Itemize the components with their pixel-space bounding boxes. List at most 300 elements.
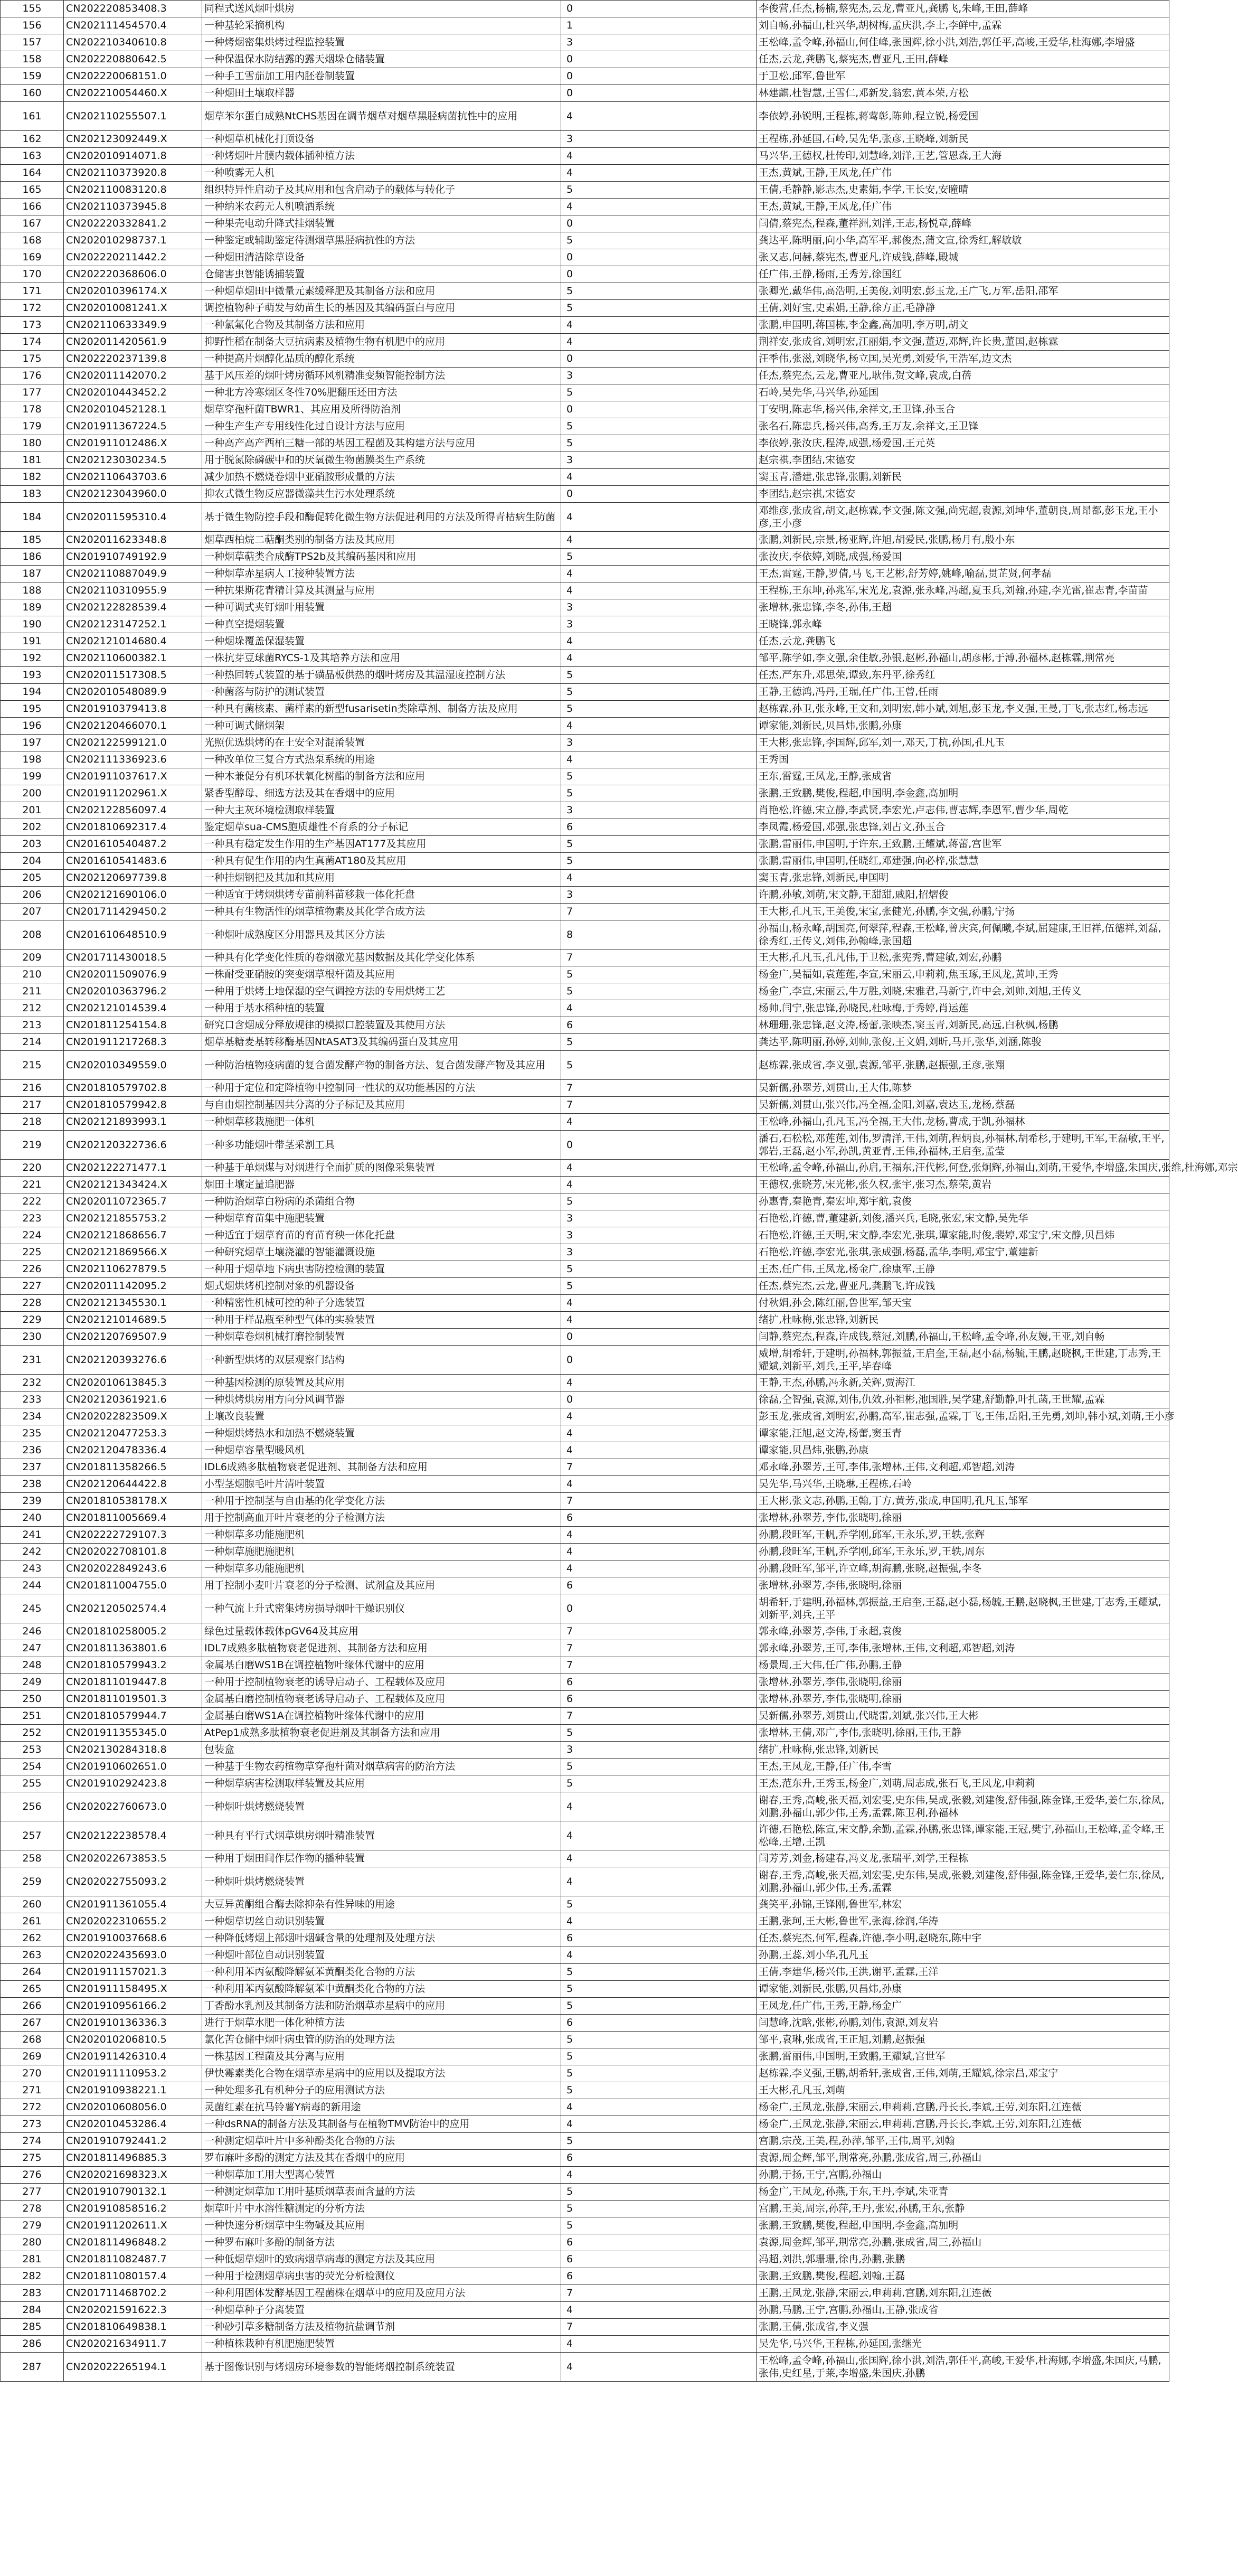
row-number: 275: [1, 2150, 64, 2167]
row-number: 220: [1, 1160, 64, 1177]
patent-number: CN201711468702.2: [64, 2285, 202, 2302]
row-number: 245: [1, 1594, 64, 1623]
patent-number: CN201910956166.2: [64, 1998, 202, 2015]
count-value: 7: [561, 949, 757, 966]
patent-number: CN202010443452.2: [64, 384, 202, 401]
count-value: 0: [561, 266, 757, 283]
inventor-list: 王大彬,孔凡玉,孔凡伟,于卫松,张宪秀,曹建敏,刘宏,孙鹏: [757, 949, 1169, 966]
count-value: 5: [561, 836, 757, 853]
count-value: 7: [561, 1097, 757, 1114]
table-row: [1, 1594, 1169, 1623]
patent-number: CN202010396174.X: [64, 283, 202, 300]
inventor-list: 闫倩,蔡宪杰,程森,董祥洲,刘洋,王志,杨悦章,薛峰: [757, 215, 1169, 232]
inventor-list: 吴先华,马兴华,王程栋,孙延国,张继光: [757, 2336, 1169, 2353]
inventor-list: 杨景周,王大伟,任广伟,孙鹏,王静: [757, 1657, 1169, 1674]
patent-title: 烟草叶片中水溶性糖测定的分析方法: [202, 2201, 561, 2217]
table-row: [1, 566, 1169, 582]
inventor-list: 孙鹏,段旺军,王帆,乔学刚,邱军,王永乐,罗,王轶,张辉: [757, 1527, 1169, 1544]
table-row: [1, 1097, 1169, 1114]
table-row: [1, 368, 1169, 384]
patent-title: 一种用于烟草地下病虫害防控检测的装置: [202, 1261, 561, 1278]
count-value: 8: [561, 920, 757, 949]
inventor-list: 肖艳松,许德,宋立静,李武贤,李宏光,卢志伟,曹志辉,李恩军,曹少华,周乾: [757, 802, 1169, 819]
patent-number: CN202210054460.X: [64, 85, 202, 102]
table-row: [1, 1227, 1169, 1244]
inventor-list: 邓维彦,张成省,胡文,赵栋霖,李文强,陈文强,尚宪超,袁源,刘坤华,董朝良,周昂都,彭玉龙,王小彦,王小彦: [757, 503, 1169, 532]
count-value: 3: [561, 1210, 757, 1227]
row-number: 249: [1, 1674, 64, 1691]
count-value: 0: [561, 249, 757, 266]
table-row: [1, 1850, 1169, 1867]
inventor-list: 王鹏,王凤龙,张静,宋丽云,申莉莉,宫鹏,刘东阳,江连薇: [757, 2285, 1169, 2302]
patent-number: CN202120393276.6: [64, 1346, 202, 1375]
patent-number: CN202222729107.3: [64, 1527, 202, 1544]
patent-title: 烟式烟烘烤机控制对象的机器设备: [202, 1278, 561, 1295]
row-number: 172: [1, 300, 64, 317]
count-value: 4: [561, 1295, 757, 1312]
count-value: 6: [561, 1674, 757, 1691]
row-number: 231: [1, 1346, 64, 1375]
patent-number: CN202011517308.5: [64, 667, 202, 684]
table-row: [1, 1375, 1169, 1392]
inventor-list: 王德权,张晓芳,宋光彬,张久权,张宇,张习杰,蔡荣,黄岩: [757, 1177, 1169, 1193]
patent-number: CN202022435693.0: [64, 1947, 202, 1964]
patent-title: 研究口含烟成分释放规律的模拟口腔装置及其使用方法: [202, 1017, 561, 1034]
table-row: [1, 1674, 1169, 1691]
patent-title: 一种具有平行式烟草烘房烟叶精准装置: [202, 1821, 561, 1850]
patent-number: CN202121014689.5: [64, 1312, 202, 1329]
table-row: [1, 1312, 1169, 1329]
inventor-list: 邓永峰,孙翠芳,王可,李伟,张增林,王伟,文利超,邓智超,刘涛: [757, 1459, 1169, 1476]
patent-title: 一种具有生物活性的烟草植物素及其化学合成方法: [202, 904, 561, 920]
count-value: 5: [561, 1998, 757, 2015]
inventor-list: 王静,王德鸿,冯丹,王瑞,任广伟,王曾,任雨: [757, 684, 1169, 701]
patent-title: 一种烟草容量型暖风机: [202, 1442, 561, 1459]
patent-title: 一种用于控制植物衰老的诱导启动子、工程载体及应用: [202, 1674, 561, 1691]
patent-number: CN202022849243.6: [64, 1560, 202, 1577]
row-number: 213: [1, 1017, 64, 1034]
patent-number: CN202110627879.5: [64, 1261, 202, 1278]
patent-title: 紧香型醇母、细选方法及其在香烟中的应用: [202, 785, 561, 802]
patent-number: CN201811254154.8: [64, 1017, 202, 1034]
row-number: 281: [1, 2251, 64, 2268]
count-value: 4: [561, 1160, 757, 1177]
count-value: 5: [561, 1725, 757, 1742]
patent-number: CN202010914071.8: [64, 148, 202, 165]
inventor-list: 张卿光,戴华伟,高浩明,王美俊,刘明宏,彭玉龙,王广飞,万军,岳阳,邵军: [757, 283, 1169, 300]
row-number: 203: [1, 836, 64, 853]
patent-number: CN202120466070.1: [64, 718, 202, 735]
patent-number: CN202022708101.8: [64, 1544, 202, 1560]
table-row: [1, 549, 1169, 566]
patent-title: 绿色过量载体载体pGV64及其应用: [202, 1623, 561, 1640]
inventor-list: 孙鹏,王蕊,刘小华,孔凡玉: [757, 1947, 1169, 1964]
inventor-list: 吴新儒,孙翠芳,刘贯山,代晓雷,刘斌,张兴伟,王大彬: [757, 1708, 1169, 1725]
table-row: [1, 2116, 1169, 2133]
patent-title: 一种用于基水稻种植的装置: [202, 1000, 561, 1017]
inventor-list: 孙鹏,段旺军,邹平,许立峰,胡海鹏,张晓,赵振强,李冬: [757, 1560, 1169, 1577]
count-value: 4: [561, 148, 757, 165]
row-number: 256: [1, 1792, 64, 1821]
count-value: 4: [561, 334, 757, 351]
patent-title: 一种用于烘烤土地保湿的空气调控方法的专用烘烤工艺: [202, 983, 561, 1000]
count-value: 4: [561, 102, 757, 131]
patent-number: CN202021591622.3: [64, 2302, 202, 2319]
patent-number: CN202010613845.3: [64, 1375, 202, 1392]
patent-number: CN202022823509.X: [64, 1408, 202, 1425]
patent-number: CN202010349559.0: [64, 1051, 202, 1080]
count-value: 4: [561, 532, 757, 549]
count-value: 5: [561, 1964, 757, 1981]
row-number: 193: [1, 667, 64, 684]
inventor-list: 孙福山,杨永峰,胡国亮,何翠萍,程森,王松峰,曾庆宾,何佩曦,李斌,屈建康,王旧祥,伍德祥,刘磊,徐秀红,王传义,刘伟,孙翰峰,张国超: [757, 920, 1169, 949]
count-value: 3: [561, 452, 757, 469]
patent-title: 一种用于检测烟草病虫害的荧光分析检测仪: [202, 2268, 561, 2285]
inventor-list: 张又志,问赫,蔡宪杰,曹亚凡,许成钱,薛峰,殿城: [757, 249, 1169, 266]
table-row: [1, 2184, 1169, 2201]
table-row: [1, 1193, 1169, 1210]
count-value: 0: [561, 68, 757, 85]
patent-title: 一种可调式夹钉烟叶用装置: [202, 599, 561, 616]
patent-title: 一种多功能烟叶带茎采割工具: [202, 1131, 561, 1160]
patent-number: CN201810579702.8: [64, 1080, 202, 1097]
row-number: 243: [1, 1560, 64, 1577]
inventor-list: 王杰,王凤龙,王静,任广伟,李雪: [757, 1759, 1169, 1775]
inventor-list: 张鹏,雷丽伟,申国明,王致鹏,王耀斌,宫世军: [757, 2048, 1169, 2065]
inventor-list: 王鹏,张珂,王大彬,鲁世军,张海,徐润,华涛: [757, 1913, 1169, 1930]
inventor-list: 于卫松,邱军,鲁世军: [757, 68, 1169, 85]
row-number: 238: [1, 1476, 64, 1493]
row-number: 278: [1, 2201, 64, 2217]
patent-title: 一种烟草病害检测取样装置及其应用: [202, 1775, 561, 1792]
row-number: 210: [1, 966, 64, 983]
patent-title: 基于图像识别与烤烟房环境参数的智能烤烟控制系统装置: [202, 2353, 561, 2382]
row-number: 266: [1, 1998, 64, 2015]
count-value: 5: [561, 983, 757, 1000]
count-value: 3: [561, 34, 757, 51]
patent-title: 一种生产生产专用线性化过自设计方法与应用: [202, 418, 561, 435]
row-number: 252: [1, 1725, 64, 1742]
table-row: [1, 1034, 1169, 1051]
patent-number: CN202011623348.8: [64, 532, 202, 549]
inventor-list: 杨金广,王凤龙,张静,宋丽云,申莉莉,宫鹏,丹长长,李斌,王劳,刘东阳,江连薇: [757, 2116, 1169, 2133]
patent-number: CN201610541483.6: [64, 853, 202, 870]
table-row: [1, 853, 1169, 870]
patent-number: CN201810692317.4: [64, 819, 202, 836]
count-value: 4: [561, 1408, 757, 1425]
row-number: 227: [1, 1278, 64, 1295]
patent-title: 一种用于样品瓶至种型气体的实验装置: [202, 1312, 561, 1329]
count-value: 4: [561, 1527, 757, 1544]
inventor-list: 冯超,刘洪,郭珊珊,徐冉,孙鹏,张鹏: [757, 2251, 1169, 2268]
count-value: 5: [561, 1261, 757, 1278]
table-row: [1, 2065, 1169, 2082]
row-number: 282: [1, 2268, 64, 2285]
count-value: 5: [561, 2065, 757, 2082]
patent-number: CN202120769507.9: [64, 1329, 202, 1346]
patent-number: CN202220368606.0: [64, 266, 202, 283]
count-value: 5: [561, 2217, 757, 2234]
patent-number: CN202120502574.4: [64, 1594, 202, 1623]
table-row: [1, 1947, 1169, 1964]
inventor-list: 李凤霞,杨爱国,邓强,张忠锋,刘占文,孙玉合: [757, 819, 1169, 836]
table-row: [1, 1527, 1169, 1544]
table-row: [1, 1759, 1169, 1775]
patent-title: 一种降低烤烟上部烟叶烟碱含量的处理剂及处理方法: [202, 1930, 561, 1947]
table-row: [1, 904, 1169, 920]
count-value: 4: [561, 566, 757, 582]
table-row: [1, 1691, 1169, 1708]
patent-table-body: [1, 1, 1238, 2382]
patent-title: 金属基白磨WS1B在调控植物叶缘体代谢中的应用: [202, 1657, 561, 1674]
inventor-list: 张鹏,王致鹏,樊俊,程超,刘翰,王磊: [757, 2268, 1169, 2285]
table-row: [1, 667, 1169, 684]
table-row: [1, 949, 1169, 966]
inventor-list: 谢春,王秀,高峻,张天福,刘宏雯,史东伟,吴成,张毅,刘建俊,舒伟强,陈金锋,王爱华,姜仁东,徐凤,刘鹏,孙福山,郭少伟,王秀,孟霖: [757, 1867, 1169, 1896]
patent-title: 一种烟烘烤热水和加热不燃烧装置: [202, 1425, 561, 1442]
table-row: [1, 1459, 1169, 1476]
patent-title: 一种植株栽种有机肥施肥装置: [202, 2336, 561, 2353]
row-number: 174: [1, 334, 64, 351]
row-number: 247: [1, 1640, 64, 1657]
patent-number: CN202010363796.2: [64, 983, 202, 1000]
row-number: 209: [1, 949, 64, 966]
count-value: 4: [561, 582, 757, 599]
patent-number: CN202110643703.6: [64, 469, 202, 486]
patent-title: 罗布麻叶多酚的测定方法及其在香烟中的应用: [202, 2150, 561, 2167]
patent-title: 一种具有稳定发生作用的生产基因AT177及其应用: [202, 836, 561, 853]
patent-number: CN201910792441.2: [64, 2133, 202, 2150]
table-row: [1, 633, 1169, 650]
patent-number: CN201911012486.X: [64, 435, 202, 452]
table-row: [1, 165, 1169, 182]
table-row: [1, 1896, 1169, 1913]
count-value: 3: [561, 887, 757, 904]
inventor-list: 谭家能,刘新民,贝昌炜,张鹏,孙康: [757, 718, 1169, 735]
row-number: 189: [1, 599, 64, 616]
patent-title: 同程式送风烟叶烘房: [202, 1, 561, 17]
table-row: [1, 469, 1169, 486]
patent-number: CN202110310955.9: [64, 582, 202, 599]
count-value: 5: [561, 1896, 757, 1913]
patent-number: CN201610540487.2: [64, 836, 202, 853]
patent-number: CN201911367224.5: [64, 418, 202, 435]
count-value: 3: [561, 1227, 757, 1244]
inventor-list: 丁安明,陈志华,杨兴伟,余祥文,王卫锋,孙玉合: [757, 401, 1169, 418]
patent-number: CN201910136336.3: [64, 2015, 202, 2032]
patent-title: 丁香酚水乳剂及其制备方法和防治烟草赤星病中的应用: [202, 1998, 561, 2015]
count-value: 3: [561, 802, 757, 819]
inventor-list: 张增林,王倩,邓广,李伟,张晓明,徐丽,王伟,王静: [757, 1725, 1169, 1742]
count-value: 5: [561, 768, 757, 785]
inventor-list: 林建麒,杜智慧,王雪仁,邓新发,翁宏,黄本荣,方松: [757, 85, 1169, 102]
inventor-list: 许鹏,孙敏,刘萌,宋文静,王甜甜,戚阳,招熠俊: [757, 887, 1169, 904]
row-number: 236: [1, 1442, 64, 1459]
table-row: [1, 1657, 1169, 1674]
row-number: 244: [1, 1577, 64, 1594]
patent-number: CN202110373920.8: [64, 165, 202, 182]
row-number: 169: [1, 249, 64, 266]
inventor-list: 吴新儒,孙翠芳,刘贯山,王大伟,陈梦: [757, 1080, 1169, 1097]
patent-number: CN202120477253.3: [64, 1425, 202, 1442]
patent-number: CN202110083120.8: [64, 182, 202, 199]
patent-title: IDL6成熟多肽植物衰老促进剂、其制备方法和应用: [202, 1459, 561, 1476]
patent-title: 与自由烟控制基因共分离的分子标记及其应用: [202, 1097, 561, 1114]
patent-number: CN201910790132.1: [64, 2184, 202, 2201]
table-row: [1, 870, 1169, 887]
table-row: [1, 1131, 1169, 1160]
row-number: 179: [1, 418, 64, 435]
count-value: 5: [561, 182, 757, 199]
inventor-list: 王倩,刘好宝,史素娟,王静,徐方正,毛静静: [757, 300, 1169, 317]
row-number: 277: [1, 2184, 64, 2201]
row-number: 219: [1, 1131, 64, 1160]
count-value: 0: [561, 215, 757, 232]
patent-title: 一种高产高产西柏三糖一部的基因工程菌及其构建方法与应用: [202, 435, 561, 452]
patent-number: CN201810579944.7: [64, 1708, 202, 1725]
patent-number: CN202011142070.2: [64, 368, 202, 384]
inventor-list: 王大彬,张文志,孙鹏,王翰,丁方,黄芳,张成,申国明,孔凡玉,邹军: [757, 1493, 1169, 1510]
inventor-list: 谭家能,汪旭,赵文涛,杨蕾,窦玉青: [757, 1425, 1169, 1442]
inventor-list: 彭玉龙,张成省,刘明宏,孙鹏,高军,崔志强,孟霖,丁飞,王伟,岳阳,王先勇,刘坤,韩小斌,刘萌,王小彦: [757, 1408, 1169, 1425]
patent-number: CN202110255507.1: [64, 102, 202, 131]
row-number: 230: [1, 1329, 64, 1346]
patent-title: 一种抗果斯花青精计算及其测量与应用: [202, 582, 561, 599]
inventor-list: 闫慧峰,沈晗,张彬,孙鹏,刘伟,袁源,刘友岩: [757, 2015, 1169, 2032]
count-value: 5: [561, 701, 757, 718]
row-number: 221: [1, 1177, 64, 1193]
count-value: 5: [561, 2082, 757, 2099]
table-row: [1, 2048, 1169, 2065]
inventor-list: 任杰,蔡宪杰,云龙,曹亚凡,龚鹏飞,许成钱: [757, 1278, 1169, 1295]
table-row: [1, 1244, 1169, 1261]
count-value: 7: [561, 2285, 757, 2302]
inventor-list: 吴先华,马兴华,王晓琳,王程栋,石岭: [757, 1476, 1169, 1493]
table-row: [1, 1725, 1169, 1742]
patent-title: 一种烟田土壤取样器: [202, 85, 561, 102]
patent-number: CN202010608056.0: [64, 2099, 202, 2116]
row-number: 280: [1, 2234, 64, 2251]
table-row: [1, 701, 1169, 718]
patent-title: 一种适宜于烤烟烘烤专苗前科苗移栽一体化托盘: [202, 887, 561, 904]
patent-title: 一种烟草赤星病人工接种装置方法: [202, 566, 561, 582]
patent-number: CN202122271477.1: [64, 1160, 202, 1177]
patent-number: CN202123043960.0: [64, 486, 202, 503]
table-row: [1, 1210, 1169, 1227]
row-number: 262: [1, 1930, 64, 1947]
count-value: 4: [561, 751, 757, 768]
inventor-list: 绪扩,杜咏梅,张忠锋,刘新民: [757, 1312, 1169, 1329]
count-value: 6: [561, 1577, 757, 1594]
count-value: 4: [561, 317, 757, 334]
table-row: [1, 351, 1169, 368]
patent-number: CN202121690106.0: [64, 887, 202, 904]
count-value: 0: [561, 1594, 757, 1623]
patent-title: 一种精密性机械可控的种子分选装置: [202, 1295, 561, 1312]
patent-number: CN201810258005.2: [64, 1623, 202, 1640]
patent-title: 一种具有菌核素、菌样素的新型fusarisetin类除草剂、制备方法及应用: [202, 701, 561, 718]
row-number: 178: [1, 401, 64, 418]
inventor-list: 孙鹏,马鹏,王宁,宫鹏,孙福山,王静,张成省: [757, 2302, 1169, 2319]
table-row: [1, 2268, 1169, 2285]
table-row: [1, 751, 1169, 768]
row-number: 239: [1, 1493, 64, 1510]
inventor-list: 谢春,王秀,高峻,张天福,刘宏雯,史东伟,吴成,张毅,刘建俊,舒伟强,陈金锋,王爱华,姜仁东,徐凤,刘鹏,孙福山,郭少伟,王秀,孟霖,陈卫利,孙福林: [757, 1792, 1169, 1821]
patent-title: 一种基于生物农药植物草穿孢杆菌对烟草病害的防治方法: [202, 1759, 561, 1775]
row-number: 158: [1, 51, 64, 68]
row-number: 188: [1, 582, 64, 599]
count-value: 4: [561, 2302, 757, 2319]
patent-title: 基于微生物防控手段和酶促转化微生物方法促进利用的方法及所得青枯病生防菌: [202, 503, 561, 532]
inventor-list: 王杰,范东升,王秀玉,杨金广,刘萌,周志成,张石飞,王凤龙,申莉莉: [757, 1775, 1169, 1792]
patent-title: 一种处理多孔有机种分子的应用测试方法: [202, 2082, 561, 2099]
count-value: 7: [561, 1080, 757, 1097]
row-number: 206: [1, 887, 64, 904]
patent-number: CN201910292423.8: [64, 1775, 202, 1792]
table-row: [1, 1080, 1169, 1097]
inventor-list: 张鹏,王致鹏,樊俊,程超,申国明,李金鑫,高加明: [757, 2217, 1169, 2234]
count-value: 5: [561, 785, 757, 802]
row-number: 229: [1, 1312, 64, 1329]
table-row: [1, 1177, 1169, 1193]
row-number: 160: [1, 85, 64, 102]
inventor-list: 王程栋,王东坤,孙兆军,宋光龙,袁源,张永峰,冯超,夏玉兵,刘翰,孙建,李光雷,崔志青,李苗苗: [757, 582, 1169, 599]
count-value: 5: [561, 1193, 757, 1210]
patent-title: 一种烟草多功能施肥机: [202, 1560, 561, 1577]
count-value: 0: [561, 486, 757, 503]
table-row: [1, 1821, 1169, 1850]
count-value: 6: [561, 2015, 757, 2032]
patent-number: CN202121855753.2: [64, 1210, 202, 1227]
patent-number: CN202120644422.8: [64, 1476, 202, 1493]
patent-number: CN202130284318.8: [64, 1742, 202, 1759]
table-row: [1, 1867, 1169, 1896]
table-row: [1, 785, 1169, 802]
row-number: 268: [1, 2032, 64, 2048]
patent-number: CN202220853408.3: [64, 1, 202, 17]
count-value: 3: [561, 1742, 757, 1759]
row-number: 207: [1, 904, 64, 920]
row-number: 165: [1, 182, 64, 199]
patent-title: 一种测定烟草加工用叶基质烟草表面含量的方法: [202, 2184, 561, 2201]
row-number: 181: [1, 452, 64, 469]
count-value: 4: [561, 1312, 757, 1329]
row-number: 201: [1, 802, 64, 819]
patent-title: 金属基白磨控制植物衰老诱导启动子、工程载体及应用: [202, 1691, 561, 1708]
table-row: [1, 486, 1169, 503]
inventor-list: 张鹏,刘新民,宗景,杨亚辉,许旭,胡爱民,张鹏,杨月有,殷小东: [757, 532, 1169, 549]
patent-number: CN202011072365.7: [64, 1193, 202, 1210]
patent-number: CN202010081241.X: [64, 300, 202, 317]
count-value: 4: [561, 1913, 757, 1930]
patent-number: CN202011420561.9: [64, 334, 202, 351]
inventor-list: 荆祥安,张成省,刘明宏,江丽娟,李文强,董迈,邓辉,许长贵,董国,赵栋霖: [757, 334, 1169, 351]
count-value: 5: [561, 1051, 757, 1080]
count-value: 7: [561, 1708, 757, 1725]
patent-title: 小型茎烟腺毛叶片清叶装置: [202, 1476, 561, 1493]
count-value: 6: [561, 2251, 757, 2268]
row-number: 228: [1, 1295, 64, 1312]
row-number: 216: [1, 1080, 64, 1097]
row-number: 285: [1, 2319, 64, 2336]
table-row: [1, 1346, 1169, 1375]
patent-number: CN202011509076.9: [64, 966, 202, 983]
table-row: [1, 452, 1169, 469]
table-row: [1, 300, 1169, 317]
table-row: [1, 334, 1169, 351]
patent-title: 一种改单位三复合方式热泵系统的用途: [202, 751, 561, 768]
patent-title: 一种大主灰环境检测取样装置: [202, 802, 561, 819]
